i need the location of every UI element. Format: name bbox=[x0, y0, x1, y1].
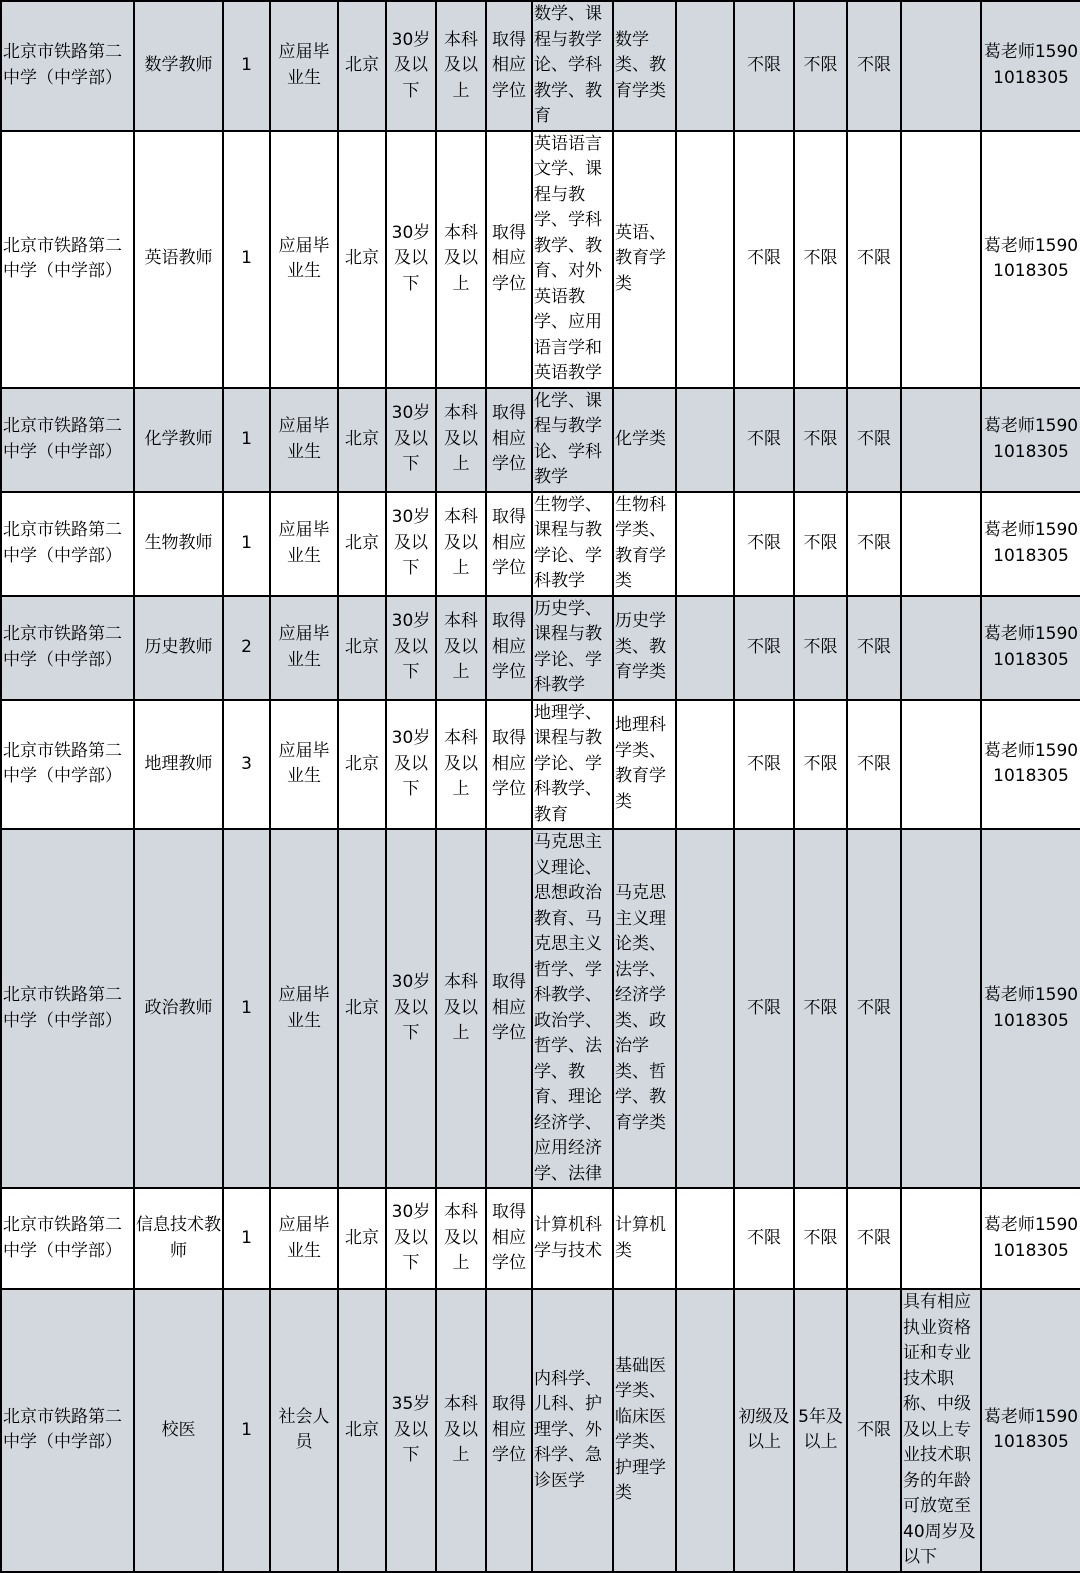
major-postgrad-cell: 马克思主义理论、思想政治教育、马克思主义哲学、学科教学、政治学、哲学、法学、教育、理论经济学、应用经济学、法律 bbox=[532, 829, 613, 1188]
notes-cell bbox=[901, 492, 981, 596]
table-row bbox=[1, 1, 1080, 131]
degree-cell: 取得相应学位 bbox=[486, 1289, 532, 1572]
age-cell: 30岁及以下 bbox=[386, 492, 436, 596]
table-row bbox=[1, 1289, 1080, 1572]
school-cell: 北京市铁路第二中学（中学部） bbox=[1, 388, 134, 492]
degree-cell: 取得相应学位 bbox=[486, 131, 532, 388]
degree-cell: 取得相应学位 bbox=[486, 1188, 532, 1289]
identity-cell: 应届毕业生 bbox=[270, 131, 338, 388]
other-requirement-cell: 不限 bbox=[847, 388, 901, 492]
major-undergrad-cell: 计算机类 bbox=[613, 1188, 676, 1289]
other-requirement-cell: 不限 bbox=[847, 596, 901, 700]
education-cell: 本科及以上 bbox=[436, 492, 486, 596]
location-cell: 北京 bbox=[338, 1188, 386, 1289]
age-cell: 30岁及以下 bbox=[386, 388, 436, 492]
count-cell: 1 bbox=[223, 1, 270, 131]
school-cell: 北京市铁路第二中学（中学部） bbox=[1, 596, 134, 700]
title-requirement-cell: 不限 bbox=[734, 700, 794, 830]
count-cell: 1 bbox=[223, 131, 270, 388]
position-cell: 生物教师 bbox=[134, 492, 223, 596]
count-cell: 1 bbox=[223, 1188, 270, 1289]
other-requirement-cell: 不限 bbox=[847, 131, 901, 388]
education-cell: 本科及以上 bbox=[436, 700, 486, 830]
experience-cell: 不限 bbox=[794, 388, 847, 492]
location-cell: 北京 bbox=[338, 1289, 386, 1572]
experience-cell: 不限 bbox=[794, 1188, 847, 1289]
table-row bbox=[1, 1188, 1080, 1289]
degree-cell: 取得相应学位 bbox=[486, 492, 532, 596]
school-cell: 北京市铁路第二中学（中学部） bbox=[1, 700, 134, 830]
identity-cell: 应届毕业生 bbox=[270, 492, 338, 596]
notes-cell bbox=[901, 1, 981, 131]
other-requirement-cell: 不限 bbox=[847, 829, 901, 1188]
position-cell: 数学教师 bbox=[134, 1, 223, 131]
title-requirement-cell: 不限 bbox=[734, 131, 794, 388]
age-cell: 35岁及以下 bbox=[386, 1289, 436, 1572]
contact-cell: 葛老师15901018305 bbox=[981, 1289, 1080, 1572]
location-cell: 北京 bbox=[338, 700, 386, 830]
degree-cell: 取得相应学位 bbox=[486, 1, 532, 131]
notes-cell: 具有相应执业资格证和专业技术职称、中级及以上专业技术职务的年龄可放宽至40周岁及以下 bbox=[901, 1289, 981, 1572]
title-requirement-cell: 不限 bbox=[734, 829, 794, 1188]
table-row bbox=[1, 131, 1080, 388]
age-cell: 30岁及以下 bbox=[386, 829, 436, 1188]
location-cell: 北京 bbox=[338, 131, 386, 388]
table-row bbox=[1, 388, 1080, 492]
education-cell: 本科及以上 bbox=[436, 388, 486, 492]
extra-cell bbox=[676, 1289, 734, 1572]
title-requirement-cell: 不限 bbox=[734, 388, 794, 492]
other-requirement-cell: 不限 bbox=[847, 700, 901, 830]
school-cell: 北京市铁路第二中学（中学部） bbox=[1, 131, 134, 388]
position-cell: 化学教师 bbox=[134, 388, 223, 492]
major-undergrad-cell: 英语、教育学类 bbox=[613, 131, 676, 388]
extra-cell bbox=[676, 1, 734, 131]
table-row bbox=[1, 829, 1080, 1188]
notes-cell bbox=[901, 700, 981, 830]
extra-cell bbox=[676, 700, 734, 830]
major-postgrad-cell: 计算机科学与技术 bbox=[532, 1188, 613, 1289]
title-requirement-cell: 不限 bbox=[734, 596, 794, 700]
notes-cell bbox=[901, 388, 981, 492]
contact-cell: 葛老师15901018305 bbox=[981, 596, 1080, 700]
school-cell: 北京市铁路第二中学（中学部） bbox=[1, 492, 134, 596]
title-requirement-cell: 不限 bbox=[734, 1, 794, 131]
identity-cell: 应届毕业生 bbox=[270, 700, 338, 830]
extra-cell bbox=[676, 388, 734, 492]
location-cell: 北京 bbox=[338, 829, 386, 1188]
age-cell: 30岁及以下 bbox=[386, 596, 436, 700]
education-cell: 本科及以上 bbox=[436, 1289, 486, 1572]
school-cell: 北京市铁路第二中学（中学部） bbox=[1, 1289, 134, 1572]
identity-cell: 应届毕业生 bbox=[270, 596, 338, 700]
table-row bbox=[1, 700, 1080, 830]
contact-cell: 葛老师15901018305 bbox=[981, 700, 1080, 830]
major-postgrad-cell: 英语语言文学、课程与教学、学科教学、教育、对外英语教学、应用语言学和英语教学 bbox=[532, 131, 613, 388]
contact-cell: 葛老师15901018305 bbox=[981, 829, 1080, 1188]
count-cell: 2 bbox=[223, 596, 270, 700]
major-postgrad-cell: 数学、课程与教学论、学科教学、教育 bbox=[532, 1, 613, 131]
count-cell: 1 bbox=[223, 1289, 270, 1572]
experience-cell: 5年及以上 bbox=[794, 1289, 847, 1572]
position-cell: 信息技术教师 bbox=[134, 1188, 223, 1289]
location-cell: 北京 bbox=[338, 1, 386, 131]
notes-cell bbox=[901, 131, 981, 388]
other-requirement-cell: 不限 bbox=[847, 1, 901, 131]
title-requirement-cell: 不限 bbox=[734, 492, 794, 596]
position-cell: 政治教师 bbox=[134, 829, 223, 1188]
contact-cell: 葛老师15901018305 bbox=[981, 492, 1080, 596]
table-body bbox=[1, 1, 1080, 1572]
experience-cell: 不限 bbox=[794, 492, 847, 596]
identity-cell: 应届毕业生 bbox=[270, 388, 338, 492]
extra-cell bbox=[676, 829, 734, 1188]
contact-cell: 葛老师15901018305 bbox=[981, 388, 1080, 492]
school-cell: 北京市铁路第二中学（中学部） bbox=[1, 1, 134, 131]
position-cell: 历史教师 bbox=[134, 596, 223, 700]
experience-cell: 不限 bbox=[794, 1, 847, 131]
education-cell: 本科及以上 bbox=[436, 1188, 486, 1289]
count-cell: 1 bbox=[223, 388, 270, 492]
major-undergrad-cell: 基础医学类、临床医学类、护理学类 bbox=[613, 1289, 676, 1572]
notes-cell bbox=[901, 596, 981, 700]
location-cell: 北京 bbox=[338, 388, 386, 492]
identity-cell: 应届毕业生 bbox=[270, 1188, 338, 1289]
major-undergrad-cell: 数学类、教育学类 bbox=[613, 1, 676, 131]
degree-cell: 取得相应学位 bbox=[486, 829, 532, 1188]
extra-cell bbox=[676, 1188, 734, 1289]
age-cell: 30岁及以下 bbox=[386, 700, 436, 830]
degree-cell: 取得相应学位 bbox=[486, 596, 532, 700]
other-requirement-cell: 不限 bbox=[847, 1188, 901, 1289]
degree-cell: 取得相应学位 bbox=[486, 388, 532, 492]
position-cell: 地理教师 bbox=[134, 700, 223, 830]
count-cell: 3 bbox=[223, 700, 270, 830]
title-requirement-cell: 初级及以上 bbox=[734, 1289, 794, 1572]
location-cell: 北京 bbox=[338, 492, 386, 596]
contact-cell: 葛老师15901018305 bbox=[981, 1, 1080, 131]
degree-cell: 取得相应学位 bbox=[486, 700, 532, 830]
major-postgrad-cell: 生物学、课程与教学论、学科教学 bbox=[532, 492, 613, 596]
identity-cell: 社会人员 bbox=[270, 1289, 338, 1572]
experience-cell: 不限 bbox=[794, 131, 847, 388]
notes-cell bbox=[901, 1188, 981, 1289]
major-undergrad-cell: 化学类 bbox=[613, 388, 676, 492]
major-undergrad-cell: 马克思主义理论类、法学、经济学类、政治学类、哲学、教育学类 bbox=[613, 829, 676, 1188]
major-undergrad-cell: 历史学类、教育学类 bbox=[613, 596, 676, 700]
identity-cell: 应届毕业生 bbox=[270, 1, 338, 131]
experience-cell: 不限 bbox=[794, 596, 847, 700]
school-cell: 北京市铁路第二中学（中学部） bbox=[1, 1188, 134, 1289]
extra-cell bbox=[676, 596, 734, 700]
age-cell: 30岁及以下 bbox=[386, 1, 436, 131]
position-cell: 校医 bbox=[134, 1289, 223, 1572]
extra-cell bbox=[676, 131, 734, 388]
major-postgrad-cell: 地理学、课程与教学论、学科教学、教育 bbox=[532, 700, 613, 830]
experience-cell: 不限 bbox=[794, 700, 847, 830]
position-cell: 英语教师 bbox=[134, 131, 223, 388]
count-cell: 1 bbox=[223, 492, 270, 596]
title-requirement-cell: 不限 bbox=[734, 1188, 794, 1289]
major-postgrad-cell: 化学、课程与教学论、学科教学 bbox=[532, 388, 613, 492]
experience-cell: 不限 bbox=[794, 829, 847, 1188]
education-cell: 本科及以上 bbox=[436, 829, 486, 1188]
identity-cell: 应届毕业生 bbox=[270, 829, 338, 1188]
major-undergrad-cell: 生物科学类、教育学类 bbox=[613, 492, 676, 596]
table-row bbox=[1, 596, 1080, 700]
notes-cell bbox=[901, 829, 981, 1188]
contact-cell: 葛老师15901018305 bbox=[981, 1188, 1080, 1289]
age-cell: 30岁及以下 bbox=[386, 1188, 436, 1289]
other-requirement-cell: 不限 bbox=[847, 492, 901, 596]
age-cell: 30岁及以下 bbox=[386, 131, 436, 388]
major-postgrad-cell: 历史学、课程与教学论、学科教学 bbox=[532, 596, 613, 700]
location-cell: 北京 bbox=[338, 596, 386, 700]
table-row bbox=[1, 492, 1080, 596]
major-undergrad-cell: 地理科学类、教育学类 bbox=[613, 700, 676, 830]
contact-cell: 葛老师15901018305 bbox=[981, 131, 1080, 388]
school-cell: 北京市铁路第二中学（中学部） bbox=[1, 829, 134, 1188]
count-cell: 1 bbox=[223, 829, 270, 1188]
education-cell: 本科及以上 bbox=[436, 1, 486, 131]
major-postgrad-cell: 内科学、儿科、护理学、外科学、急诊医学 bbox=[532, 1289, 613, 1572]
other-requirement-cell: 不限 bbox=[847, 1289, 901, 1572]
extra-cell bbox=[676, 492, 734, 596]
education-cell: 本科及以上 bbox=[436, 131, 486, 388]
education-cell: 本科及以上 bbox=[436, 596, 486, 700]
